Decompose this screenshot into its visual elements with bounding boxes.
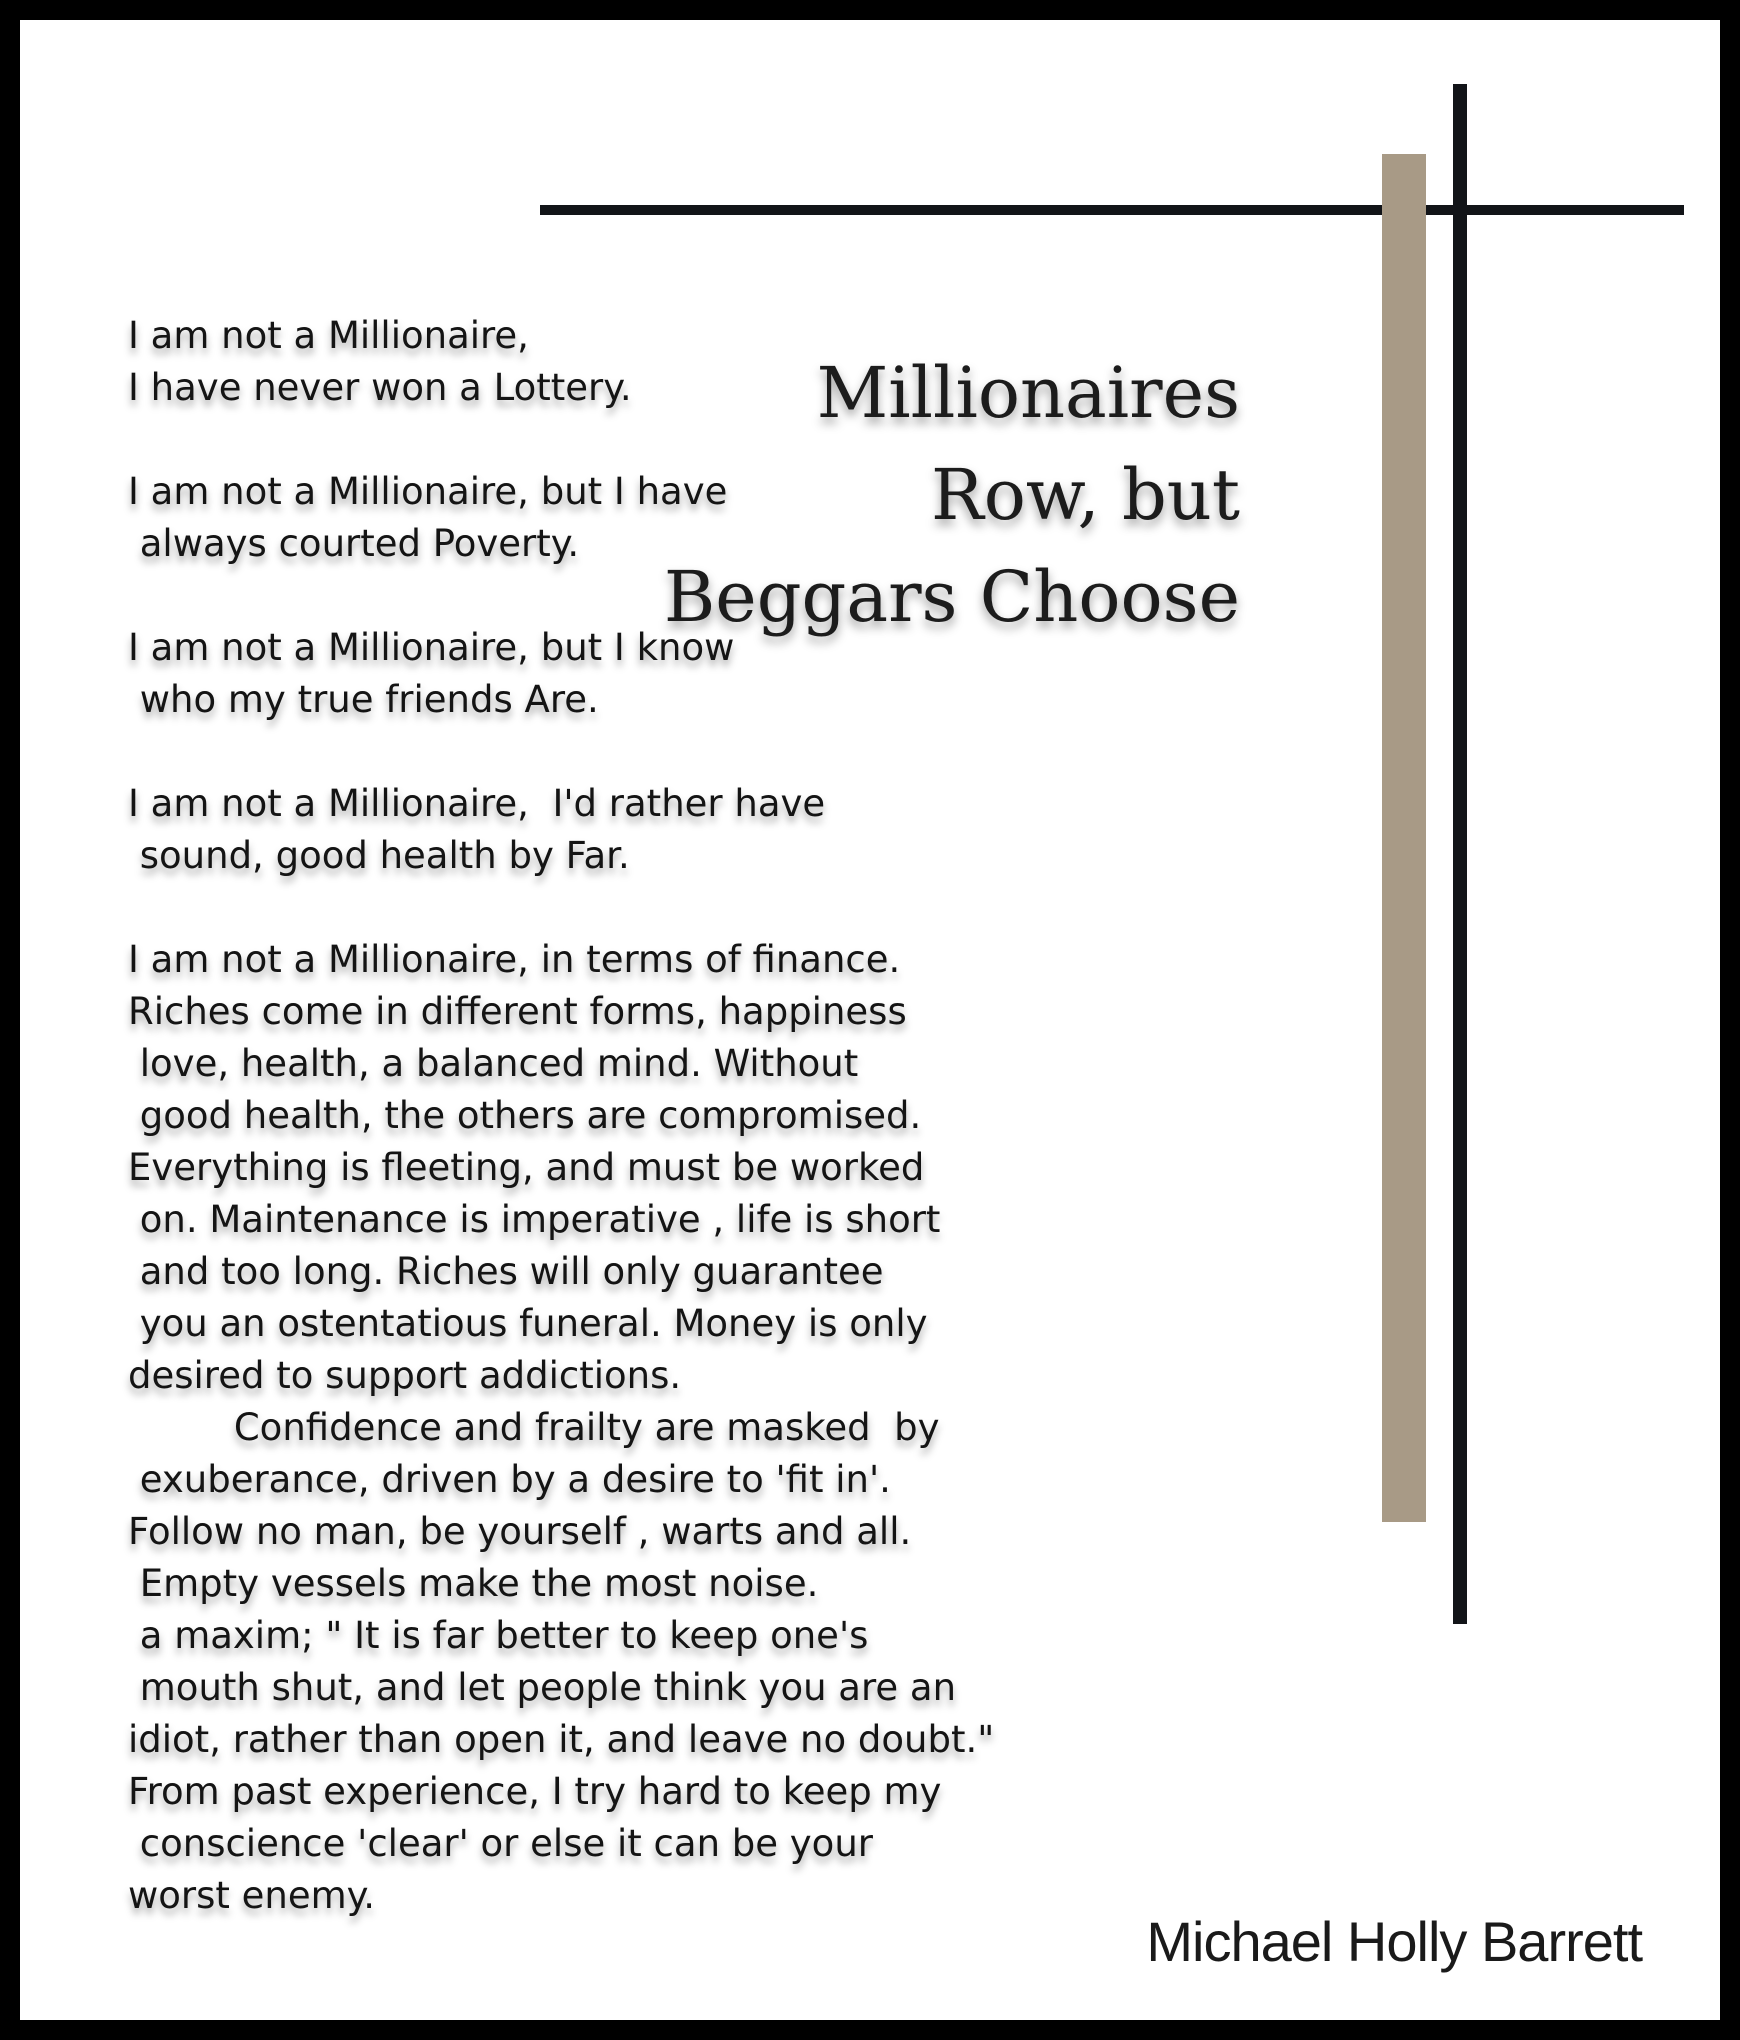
poem-line: and too long. Riches will only guarantee [128,1250,884,1293]
poem-line: idiot, rather than open it, and leave no doubt." [128,1718,995,1761]
poem-body [128,310,1088,1922]
stanza-break [128,882,1088,934]
poem-line: conscience 'clear' or else it can be your [128,1822,873,1865]
poem-line: From past experience, I try hard to keep my [128,1770,942,1813]
poem-line: desired to support addictions. [128,1354,682,1397]
poem-line: I am not a Millionaire, in terms of finance. [128,938,901,981]
poem-line: mouth shut, and let people think you are an [128,1666,957,1709]
poem-line: I am not a Millionaire, [128,314,529,357]
poem-line: Confidence and frailty are masked by [128,1406,940,1449]
poem-line: I am not a Millionaire, but I have [128,470,728,513]
poem-line: Everything is fleeting, and must be worked [128,1146,925,1189]
title-line-3: Beggars Choose [663,556,1240,638]
poem-line: sound, good health by Far. [128,834,630,877]
title-line-2: Row, but [931,454,1240,536]
poem-line: exuberance, driven by a desire to 'fit in'. [128,1458,891,1501]
poem-line: good health, the others are compromised. [128,1094,922,1137]
poem-line: Empty vessels make the most noise. [128,1562,819,1605]
title-line-1: Millionaires [816,352,1240,434]
poem-line: I am not a Millionaire, I'd rather have [128,782,826,825]
poem-page [20,20,1720,2020]
horizontal-line [540,205,1684,215]
poem-line: who my true friends Are. [128,678,599,721]
poem-line: on. Maintenance is imperative , life is short [128,1198,941,1241]
stanza-break [128,414,1088,466]
stanza-break [128,726,1088,778]
poem-line: worst enemy. [128,1874,376,1917]
poem-line: a maxim; " It is far better to keep one's [128,1614,869,1657]
author-signature: Michael Holly Barrett [1146,1910,1642,1973]
poem-line: you an ostentatious funeral. Money is only [128,1302,928,1345]
poem-line: Follow no man, be yourself , warts and all. [128,1510,912,1553]
tan-vertical-bar [1382,154,1426,1522]
black-vertical-line [1453,84,1467,1624]
stanza-break [128,570,1088,622]
poem-line: I have never won a Lottery. [128,366,632,409]
poem-line: always courted Poverty. [128,522,580,565]
poem-line: love, health, a balanced mind. Without [128,1042,859,1085]
poem-line: Riches come in different forms, happiness [128,990,907,1033]
poem-line: I am not a Millionaire, but I know [128,626,735,669]
